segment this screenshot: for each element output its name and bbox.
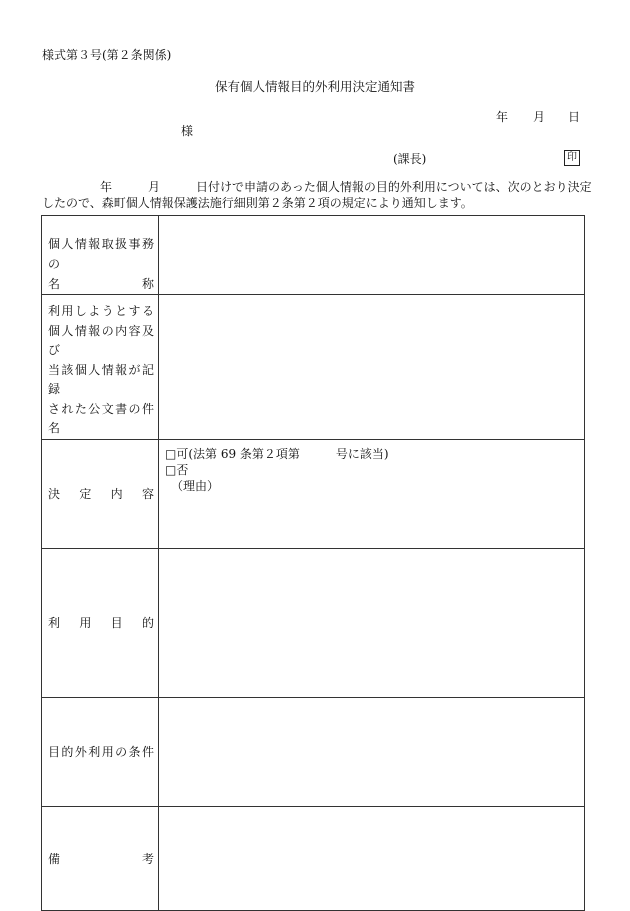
label-decision-char-2: 定: [79, 487, 92, 501]
intro-month: 月: [148, 180, 161, 194]
date-month-label: 月: [533, 110, 546, 124]
intro-line1-text: 日付けで申請のあった個人情報の目的外利用については、次のとおり決定: [196, 180, 592, 194]
form-number: 様式第３号(第２条関係): [42, 48, 172, 62]
label-purpose-char-4: 的: [141, 616, 154, 630]
seal-mark: 印: [564, 150, 580, 166]
label-remarks: [42, 806, 159, 910]
decision-table: [41, 215, 585, 911]
label-office-name: [42, 216, 159, 295]
label-purpose-char-1: 利: [48, 616, 61, 630]
value-decision: [159, 439, 585, 548]
label-office-name-line1: 個人情報取扱事務の: [48, 237, 154, 271]
option-approve[interactable]: □可(法第 69 条第２項第 号に該当): [165, 446, 389, 461]
date-year-label: 年: [496, 110, 509, 124]
date-day-label: 日: [568, 110, 581, 124]
label-info-content-line3: 当該個人情報が記録: [48, 362, 154, 396]
label-info-content-line4: された公文書の件名: [48, 401, 154, 435]
intro-line-1: [42, 181, 592, 193]
value-info-content[interactable]: [159, 295, 585, 440]
value-office-name[interactable]: [159, 216, 585, 295]
option-deny[interactable]: □否: [165, 462, 189, 477]
label-office-name-char-b: 称: [141, 277, 154, 291]
value-purpose[interactable]: [159, 548, 585, 697]
table-row-info-content: [42, 295, 585, 440]
document-title: 保有個人情報目的外利用決定通知書: [214, 79, 415, 94]
table-row-office-name: [42, 216, 585, 295]
label-decision-char-1: 決: [48, 487, 61, 501]
label-info-content: [42, 295, 159, 440]
table-row-decision: [42, 439, 585, 548]
addressee-suffix: 様: [181, 124, 194, 138]
label-decision-char-4: 容: [141, 487, 154, 501]
label-info-content-line1: 利用しようとする: [48, 304, 154, 318]
reason-label: （理由）: [171, 478, 220, 493]
label-remarks-char-2: 考: [141, 851, 154, 866]
intro-year: 年: [100, 180, 113, 194]
label-purpose: [42, 548, 159, 697]
intro-line-2: したので、森町個人情報保護法施行細則第２条第２項の規定により通知します。: [42, 196, 473, 210]
label-decision-char-3: 内: [110, 487, 123, 501]
label-office-name-char-a: 名: [48, 277, 61, 291]
table-row-purpose: [42, 548, 585, 697]
label-conditions-text: 目的外利用の条件: [48, 745, 154, 759]
label-info-content-line2: 個人情報の内容及び: [48, 323, 154, 357]
label-conditions: [42, 697, 159, 806]
value-conditions[interactable]: [159, 697, 585, 806]
label-decision: [42, 439, 159, 548]
label-purpose-char-2: 用: [79, 616, 92, 630]
label-purpose-char-3: 目: [110, 616, 123, 630]
label-remarks-char-1: 備: [48, 851, 61, 866]
value-remarks[interactable]: [159, 806, 585, 910]
table-row-conditions: [42, 697, 585, 806]
sender-title: (課長): [393, 152, 427, 166]
table-row-remarks: [42, 806, 585, 910]
